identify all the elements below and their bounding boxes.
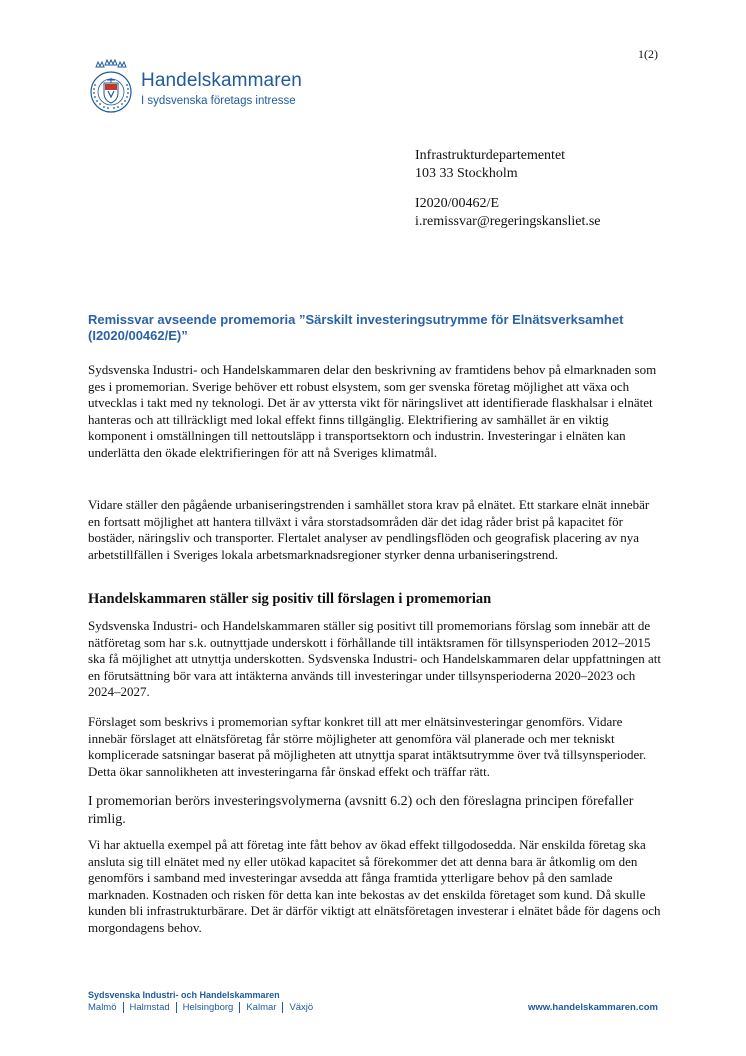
divider [239,1002,240,1013]
recipient-name: Infrastrukturdepartementet [415,148,566,163]
paragraph-6: Vi har aktuella exempel på att företag inte fått behov av ökad effekt tillgodosedda. När enskilda företag ska ansluta sig till elnätet med ny eller utökad kapacitet så förekommer det att denna bara är åtkomlig om den genomförs i samband med investeringar avsedda att fånga framtida ytterligare behov på den samlade marknaden. Kostnaden och risken för detta kan inte bekostas av det enskilda företaget som kund. Då skulle kunden bli infrastrukturbärare. Det är därför viktigt att elnätsföretagen investerar i elnätet både för dagens och morgondagens behov. [88,837,661,935]
recipient-city: 103 33 Stockholm [415,166,518,181]
footer-city: Helsingborg [182,1002,234,1013]
paragraph-5: I promemorian berörs investeringsvolymerna (avsnitt 6.2) och den föreslagna principen förefaller rimlig. [88,794,634,827]
logo-subtitle: I sydsvenska företags intresse [141,95,296,107]
divider [123,1002,124,1013]
logo [86,58,336,114]
footer-website-link[interactable]: www.handelskammaren.com [527,1002,658,1013]
emblem-icon [86,58,136,116]
logo-title: Handelskammaren [141,70,302,91]
footer-cities [88,1002,313,1013]
footer-city: Halmstad [129,1002,170,1013]
section-heading: Handelskammaren ställer sig positiv till förslagen i promemorian [88,591,492,607]
paragraph-2: Vidare ställer den pågående urbaniseringstrenden i samhället stora krav på elnätet. Ett starkare elnät innebär en fortsatt möjlighet att hantera tillväxt i våra storstadsområden där det idag råder brist på kapacitet för bostäder, näringsliv och transporter. Flertalet analyser av pendlingsflöden och geografisk placering av nya arbetstillfällen i Sveriges lokala arbetsmarknadsregioner styrker denna urbaniseringstrend. [88,497,650,562]
divider [282,1002,283,1013]
paragraph-4: Förslaget som beskrivs i promemorian syftar konkret till att mer elnätsinvesteringar genomförs. Vidare innebär förslaget att elnätsföretag får större möjligheter att genomföra väl planerade och mer tekniskt komplicerade satsningar baserat på möjligheten att utnyttja sparat intäktsutrymme över två tillsynsperioder. Detta ökar sannolikheten att investeringarna får önskad effekt och träffar rätt. [88,714,647,779]
recipient-email: i.remissvar@regeringskansliet.se [415,214,601,229]
document-title: Remissvar avseende promemoria ”Särskilt investeringsutrymme för Elnätsverksamhet (I2020/00462/E)” [88,312,624,343]
footer-city: Växjö [289,1002,314,1013]
page-number: 1(2) [638,47,658,61]
divider [176,1002,177,1013]
footer-city: Malmö [88,1002,117,1013]
footer-city: Kalmar [246,1002,277,1013]
reference-number: I2020/00462/E [415,196,499,211]
paragraph-1: Sydsvenska Industri- och Handelskammaren delar den beskrivning av framtidens behov på elmarknaden som ges i promemorian. Sverige behöver ett robust elsystem, som ger svenska företag möjlighet att växa och utvecklas i takt med ny teknologi. Det är av yttersta vikt för näringslivet att identifierade flaskhalsar i elnätet hanteras och att tillräckligt med lokal effekt finns tillgänglig. Elektrifiering av samhället är en viktig komponent i omställningen till nettoutsläpp i transportsektorn och industrin. Investeringar i elnäten kan underlätta den ökade elektrifieringen för att nå Sveriges klimatmål. [88,362,657,460]
footer-organization: Sydsvenska Industri- och Handelskammaren [88,990,280,1000]
paragraph-3: Sydsvenska Industri- och Handelskammaren ställer sig positivt till promemorians förslag som innebär att de nätföretag som har s.k. outnyttjade underskott i förhållande till intäktsramen för tillsynsperioden 2012–2015 ska få möjlighet att utnyttja underskotten. Sydsvenska Industri- och Handelskammaren delar uppfattningen att en förutsättning bör vara att intäkterna används till investeringar under tillsynsperioderna 2020–2023 och 2024–2027. [88,618,661,700]
